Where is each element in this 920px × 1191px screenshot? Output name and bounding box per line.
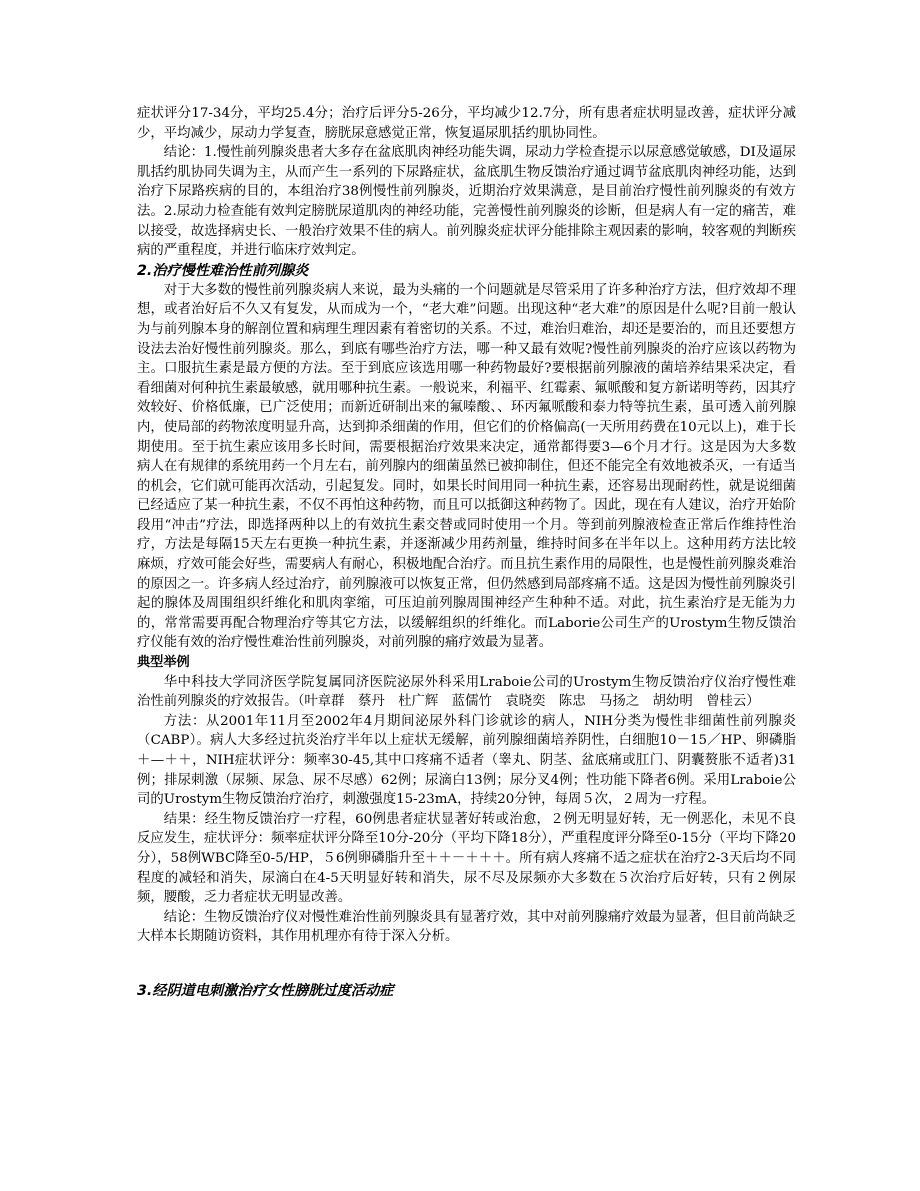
section-heading-2: 2.治疗慢性难治性前列腺炎: [137, 262, 309, 279]
paragraph-methods: 方法：从2001年11月至2002年4月期间泌尿外科门诊就诊的病人，NIH分类为慢性非细菌性前列腺炎（CABP）。病人大多经过抗炎治疗半年以上症状无缓解，前列腺细菌培养阴性，白细胞10－15／HP、卵磷脂＋—＋＋，NIH症状评分：频率30-45,其中口疼痛不适者（睾丸、阴茎、盆底痛或肛门、阴囊赘胀不适者)31例；排尿刺激（尿频、尿急、尿不尽感）62例；尿滴白13例；尿分叉4例；性功能下降者6例。采用Lraboie公司的Urostym生物反馈治疗治疗，刺激强度15-23mA，持续20分钟，每周５次，２周为一疗程。: [137, 713, 796, 808]
paragraph-conclusion-1: 结论：1.慢性前列腺炎患者大多存在盆底肌肉神经功能失调，尿动力学检查提示以尿意感觉敏感，DI及逼尿肌括约肌协同失调为主，从而产生一系列的下尿路症状，盆底肌生物反馈治疗通过调节盆底肌肉神经功能，达到治疗下尿路疾病的目的，本组治疗38例慢性前列腺炎，近期治疗效果满意，是目前治疗慢性前列腺炎的有效方法。2.尿动力检查能有效判定膀胱尿道肌肉的神经功能，完善慢性前列腺炎的诊断，但是病人有一定的痛苦，难以接受，故选择病史长、一般治疗效果不佳的病人。前列腺炎症状评分能排除主观因素的影响，较客观的判断疾病的严重程度，并进行临床疗效判定。: [137, 145, 796, 259]
subheading-typical-example: 典型举例: [137, 655, 190, 671]
paragraph-refractory-treatment: 对于大多数的慢性前列腺炎病人来说，最为头痛的一个问题就是尽管采用了许多种治疗方法，但疗效却不理想，或者治好后不久又有复发，从而成为一个，“老大难”问题。出现这种“老大难”的原因是什么呢?目前一般认为与前列腺本身的解剖位置和病理生理因素有着密切的关系。不过，难治归难治，却还是要治的，而且还要想方设法去治好慢性前列腺炎。那么，到底有哪些治疗方法，哪一种又最有效呢?慢性前列腺炎的治疗应该以药物为主。口服抗生素是最方便的方法。至于到底应该选用哪一种药物最好?要根据前列腺液的菌培养结果采决定，看看细菌对何种抗生素最敏感，就用哪种抗生素。一般说来，利福平、红霉素、氟哌酸和复方新诺明等药，因其疗效较好、价格低廉，已广泛使用；而新近研制出来的氟嗪酸、、环丙氟哌酸和泰力特等抗生素，虽可透入前列腺内，使局部的药物浓度明显升高，达到抑杀细菌的作用，但它们的价格偏高(一天所用药费在10元以上)，难于长期使用。至于抗生素应该用多长时间，需要根据治疗效果来决定，通常都得要3—6个月才行。这是因为大多数病人在有规律的系统用药一个月左右，前列腺内的细菌虽然已被抑制住，但还不能完全有效地被杀灭，一有适当的机会，它们就可能再次活动，引起复发。同时，如果长时间用同一种抗生素，还容易出现耐药性，就是说细菌已经适应了某一种抗生素，不仅不再怕这种药物，而且可以抵御这种药物了。因此，现在有人建议，治疗开始阶段用“冲击”疗法，即选择两种以上的有效抗生素交替或同时使用一个月。等到前列腺液检查正常后作维持性治疗，方法是每隔15天左右更换一种抗生素，并逐渐减少用药剂量，维持时间多在半年以上。这种用药方法比较麻烦，疗效可能会好些，需要病人有耐心，积极地配合治疗。而且抗生素作用的局限性，也是慢性前列腺炎难治的原因之一。许多病人经过治疗，前列腺液可以恢复正常，但仍然感到局部疼痛不适。这是因为慢性前列腺炎引起的腺体及周围组织纤维化和肌肉挛缩，可压迫前列腺周围神经产生种种不适。对此，抗生素治疗是无能为力的，常常需要再配合物理治疗等其它方法，以缓解组织的纤维化。而Laborie公司生产的Urostym生物反馈治疗仪能有效的治疗慢性难治性前列腺炎，对前列腺的痛疗效最为显著。: [137, 282, 796, 651]
paragraph-report-authors: 华中科技大学同济医学院复属同济医院泌尿外科采用Lraboie公司的Urostym生物反馈治疗仪治疗慢性难治性前列腺炎的疗效报告。（叶章群 蔡丹 杜广辉 蓝儒竹 袁晓奕 陈忠 马扬之 胡幼明 曾桂云）: [137, 674, 796, 710]
paragraph-conclusion-2: 结论：生物反馈治疗仪对慢性难治性前列腺炎具有显著疗效，其中对前列腺痛疗效最为显著，但目前尚缺乏大样本长期随访资料，其作用机理亦有待于深入分析。: [137, 909, 796, 945]
section-heading-3: 3.经阴道电刺激治疗女性膀胱过度活动症: [137, 982, 394, 999]
paragraph-results-summary: 症状评分17-34分，平均25.4分；治疗后评分5-26分，平均减少12.7分，所有患者症状明显改善，症状评分减少，平均减少，尿动力学复查，膀胱尿意感觉正常，恢复逼尿肌括约肌协同性。: [137, 106, 796, 141]
paragraph-results: 结果：经生物反馈治疗一疗程，60例患者症状显著好转或治愈，２例无明显好转，无一例恶化，未见不良反应发生，症状评分：频率症状评分降至10分-20分（平均下降18分），严重程度评分降至0-15分（平均下降20分），58例WBC降至0-5/HP，５6例卵磷脂升至＋＋－＋＋＋。所有病人疼痛不适之症状在治疗2-3天后均不同程度的减轻和消失，尿滴白在4-5天明显好转和消失，尿不尽及尿频亦大多数在５次治疗后好转，只有２例尿频，腰酸，乏力者症状无明显改善。: [137, 811, 796, 906]
